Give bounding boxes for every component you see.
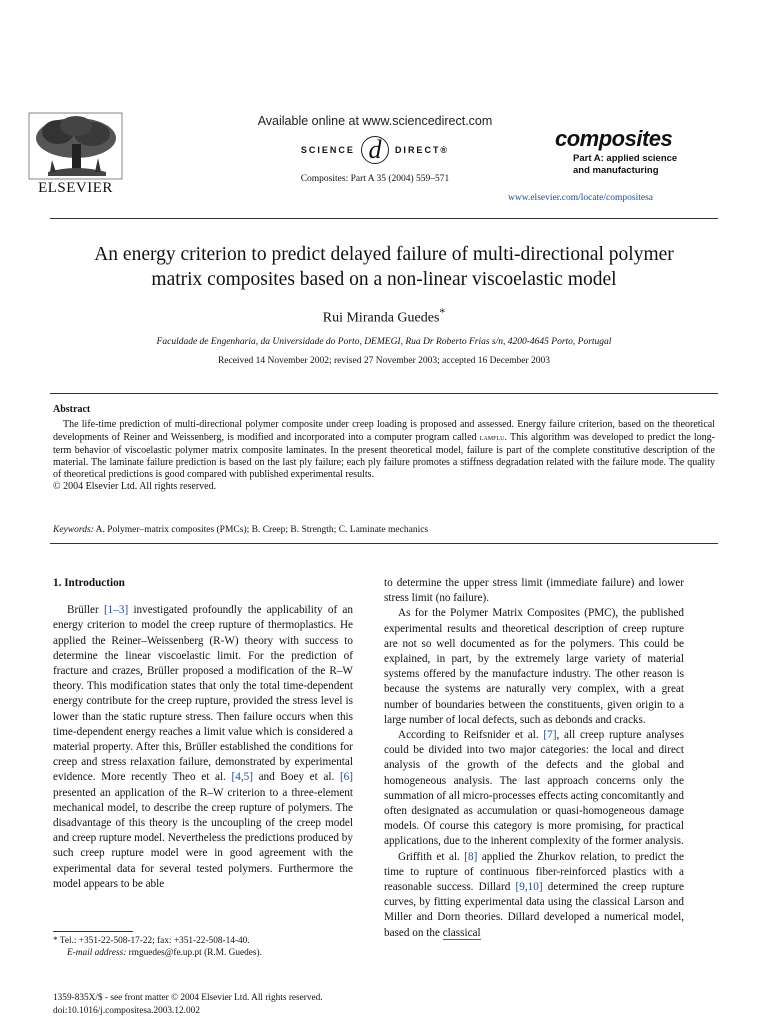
citation-link[interactable]: [4,5]: [231, 771, 253, 784]
email-value[interactable]: rmguedes@fe.up.pt (R.M. Guedes).: [126, 948, 262, 958]
author-footnote-mark[interactable]: *: [439, 306, 446, 319]
title-line-1: An energy criterion to predict delayed failure of multi-directional polymer: [94, 244, 674, 265]
abstract-heading: Abstract: [53, 404, 91, 415]
sd-left-text: SCIENCE: [300, 145, 355, 155]
composites-subtitle: [573, 153, 735, 177]
footnote-divider: [53, 931, 133, 932]
article-title: [40, 242, 728, 292]
abstract-bottom-divider: [50, 543, 718, 544]
elsevier-tree-icon: [28, 112, 123, 180]
composites-subtitle-line1: Part A: applied science: [573, 153, 678, 164]
citation-link[interactable]: [9,10]: [515, 881, 543, 894]
footer-doi[interactable]: doi:10.1016/j.compositesa.2003.12.002: [53, 1006, 200, 1016]
abstract-section: [53, 404, 715, 493]
program-name: lamflu: [479, 432, 505, 443]
right-paragraph-1: As for the Polymer Matrix Composites (PMC), the published experimental results and theoretical description of creep rupture are not so well documented as for the polymers. This could be explained, in part, by the extremely large variety of material systems offered by the manufacture industry. The other reason is because the systems are naturally very complex, with a great number of boundaries between the constituents, given origin to a large number of local defects, such as debonds and cracks.: [384, 607, 684, 726]
sd-right-text: DIRECT®: [394, 145, 450, 155]
journal-url-link[interactable]: www.elsevier.com/locate/compositesa: [508, 193, 654, 203]
keywords-label: Keywords:: [53, 525, 94, 535]
keywords-line: [53, 525, 715, 535]
sd-d-icon: d: [361, 136, 389, 164]
intro-paragraph-1: Brüller [1–3] investigated profoundly the applicability of an energy criterion to model the creep rupture of thermoplastics. He applied the Reiner–Weissenberg (R-W) theory with success to determine the linear viscoelastic limit. For the prediction of fracture and crazes, Brüller proposed a modification of the R–W theory. This modification states that only the total time-dependent energy contribute for the creep rupture, provided the stress level is lower than the static rupture stress. Then failure occurs when this time-dependent energy reaches a limit value which is considered a material property. After this, Brüller established the conditions for creep and stress relaxation failure, demonstrated by experimental evidence. More recently Theo et al. [4,5] and Boey et al. [6] presented an application of the R–W criterion to a three-element mechanical model, to describe the creep rupture of polymers. The disadvantage of this theory is the uncoupling of the creep model and creep rupture model. Nevertheless the predictions produced by such creep rupture model were in good agreement with the experimental data for several tested polymers. Furthermore the model appears to be able: [53, 604, 353, 890]
citation-link[interactable]: [8]: [464, 850, 478, 863]
elsevier-logo: [28, 112, 123, 197]
email-label: E-mail address:: [67, 948, 127, 958]
right-paragraph-2: According to Reifsnider et al. [7], all creep rupture analyses could be divided into two major categories: the local and direct analysis of the growth of the defects and the global and homogeneous analysis. The last approach concerns only the summation of all micro-processes effects acting concomitantly and often designated as accumulation or quasi-homogeneous damage models. Of course this category is more promising, for practical applications, due to the inherent complexity of the former analysis.: [384, 729, 684, 848]
received-dates: Received 14 November 2002; revised 27 November 2003; accepted 16 December 2003: [217, 356, 551, 366]
author-footnote: [53, 935, 353, 959]
abstract-copyright: © 2004 Elsevier Ltd. All rights reserved.: [53, 481, 217, 493]
footnote-email: [53, 947, 353, 959]
header-divider: [50, 218, 718, 219]
sciencedirect-logo: [220, 136, 530, 164]
sciencedirect-block: [220, 114, 530, 184]
citation-link[interactable]: [6]: [339, 771, 353, 784]
author-name: [0, 306, 768, 327]
title-line-2: matrix composites based on a non-linear viscoelastic model: [151, 269, 617, 290]
abstract-body: The life-time prediction of multi-directional polymer composite under creep loading is proposed and assessed. Energy failure criterion, based on the theoretical developments of Reiner and Weissenberg, is modified and incorporated into a computer program called lamflu. This algorithm was developed to predict the long-term behavior of viscoelastic polymer matrix composite laminates. In the present theoretical model, failure is part of the complete constitutive description of the material. The laminate failure prediction is based on the last ply failure; each ply failure promotes a stiffness degradation related with the failure mode. The quality of theoretical predictions is good compared with published experimental results.: [53, 419, 715, 481]
keywords-text: A. Polymer–matrix composites (PMCs); B. Creep; B. Strength; C. Laminate mechanics: [93, 525, 429, 535]
page-footer: [53, 992, 373, 1018]
footnote-contact: * Tel.: +351-22-508-17-22; fax: +351-22-508-14-40.: [53, 936, 250, 946]
publisher-wordmark: ELSEVIER: [38, 180, 113, 196]
journal-citation: Composites: Part A 35 (2004) 559–571: [300, 174, 450, 184]
right-paragraph-0: to determine the upper stress limit (immediate failure) and lower stress limit (no failure).: [384, 577, 684, 605]
composites-subtitle-line2: and manufacturing: [573, 165, 659, 176]
section-heading-introduction: 1. Introduction: [53, 577, 125, 589]
left-column: [53, 576, 353, 892]
citation-link[interactable]: [7]: [543, 729, 557, 742]
footer-issn: 1359-835X/$ - see front matter © 2004 Elsevier Ltd. All rights reserved.: [53, 993, 323, 1003]
journal-logo: [555, 126, 735, 177]
right-column: [384, 576, 684, 941]
abstract-top-divider: [50, 393, 718, 394]
citation-link[interactable]: [1–3]: [103, 604, 129, 617]
page-header: [0, 0, 768, 220]
right-paragraph-3: Griffith et al. [8] applied the Zhurkov relation, to predict the time to rupture of continuous fiber-reinforced plastics with a reasonable success. Dillard [9,10] determined the creep rupture curves, by fitting experimental data using the classical Larson and Miller and Dorn theories. Dillard developed a numerical model, based on the classical: [384, 850, 684, 939]
author-text: Rui Miranda Guedes: [322, 310, 440, 326]
author-affiliation: Faculdade de Engenharia, da Universidade do Porto, DEMEGI, Rua Dr Roberto Frias s/n, 4200-4645 Porto, Portugal: [156, 337, 612, 347]
available-online-text[interactable]: Available online at www.sciencedirect.com: [257, 114, 493, 128]
classical-link[interactable]: classical: [442, 926, 481, 939]
composites-wordmark: composites: [555, 126, 673, 151]
